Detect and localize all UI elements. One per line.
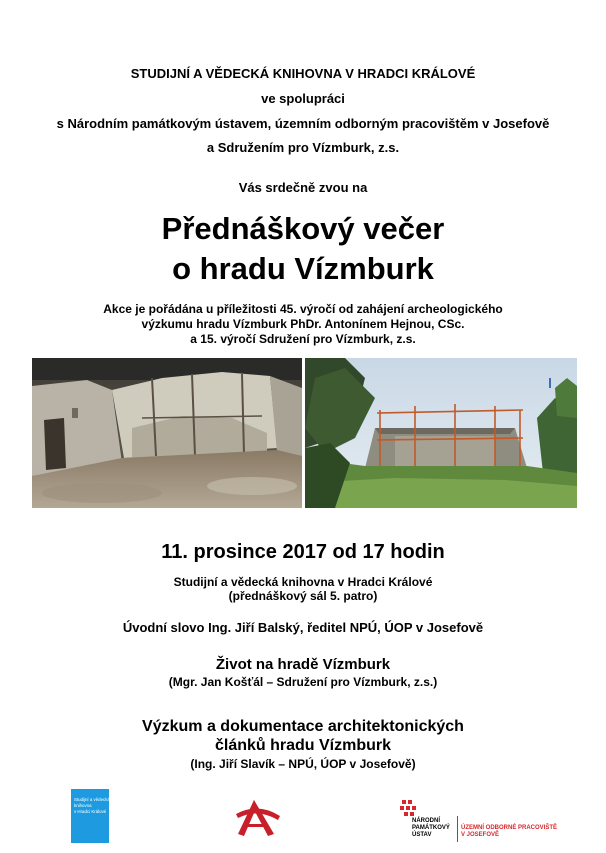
- npu-logo: [398, 800, 568, 844]
- npu-divider: [457, 816, 458, 842]
- talk2-title-line2: článků hradu Vízmburk: [214, 737, 392, 754]
- castle-exterior-photo: [305, 358, 577, 508]
- npu-name-line2: PAMÁTKOVÝ: [412, 825, 450, 831]
- occasion-line3: a 15. výročí Sdružení pro Vízmburk, z.s.: [190, 332, 416, 346]
- occasion-line1: Akce je pořádána u příležitosti 45. výročí od zahájení archeologického: [103, 302, 503, 316]
- talk1-title: Život na hradě Vízmburk: [215, 656, 391, 673]
- library-logo-line1: Studijní a vědecká: [74, 797, 110, 802]
- event-room: (přednáškový sál 5. patro): [228, 589, 378, 603]
- npu-department-location: V JOSEFOVĚ: [461, 832, 500, 838]
- event-venue: Studijní a vědecká knihovna v Hradci Králové: [173, 575, 433, 589]
- cooperation-text: ve spolupráci: [261, 91, 345, 106]
- partner-association: a Sdružením pro Vízmburk, z.s.: [206, 140, 400, 155]
- library-logo-line3: v Hradci Králové: [74, 809, 107, 814]
- partner-npu: s Národním památkovým ústavem, územním odborným pracovištěm v Josefově: [56, 116, 550, 131]
- npu-name-line1: NÁRODNÍ: [412, 818, 440, 824]
- talk2-title-line1: Výzkum a dokumentace architektonických: [142, 718, 464, 735]
- npu-name-line3: ÚSTAV: [412, 832, 432, 838]
- castle-ruins-photo: [32, 358, 302, 508]
- association-logo: [232, 794, 282, 840]
- library-logo: [71, 789, 109, 843]
- occasion-line2: výzkumu hradu Vízmburk PhDr. Antonínem Hejnou, CSc.: [141, 317, 465, 331]
- event-title-line2: o hradu Vízmburk: [172, 251, 434, 286]
- event-title-line1: Přednáškový večer: [161, 211, 445, 246]
- event-date: 11. prosince 2017 od 17 hodin: [161, 541, 445, 563]
- intro-speech: Úvodní slovo Ing. Jiří Balský, ředitel NPÚ, ÚOP v Josefově: [122, 620, 484, 635]
- library-logo-line2: knihovna: [74, 803, 92, 808]
- organizer-name: STUDIJNÍ A VĚDECKÁ KNIHOVNA V HRADCI KRÁLOVÉ: [130, 66, 476, 81]
- invitation-text: Vás srdečně zvou na: [238, 180, 368, 195]
- npu-department: ÚZEMNÍ ODBORNÉ PRACOVIŠTĚ: [461, 825, 558, 831]
- npu-emblem-icon: [400, 800, 422, 816]
- talk1-speaker: (Mgr. Jan Košťál – Sdružení pro Vízmburk, z.s.): [168, 675, 438, 689]
- talk2-speaker: (Ing. Jiří Slavík – NPÚ, ÚOP v Josefově): [190, 757, 416, 771]
